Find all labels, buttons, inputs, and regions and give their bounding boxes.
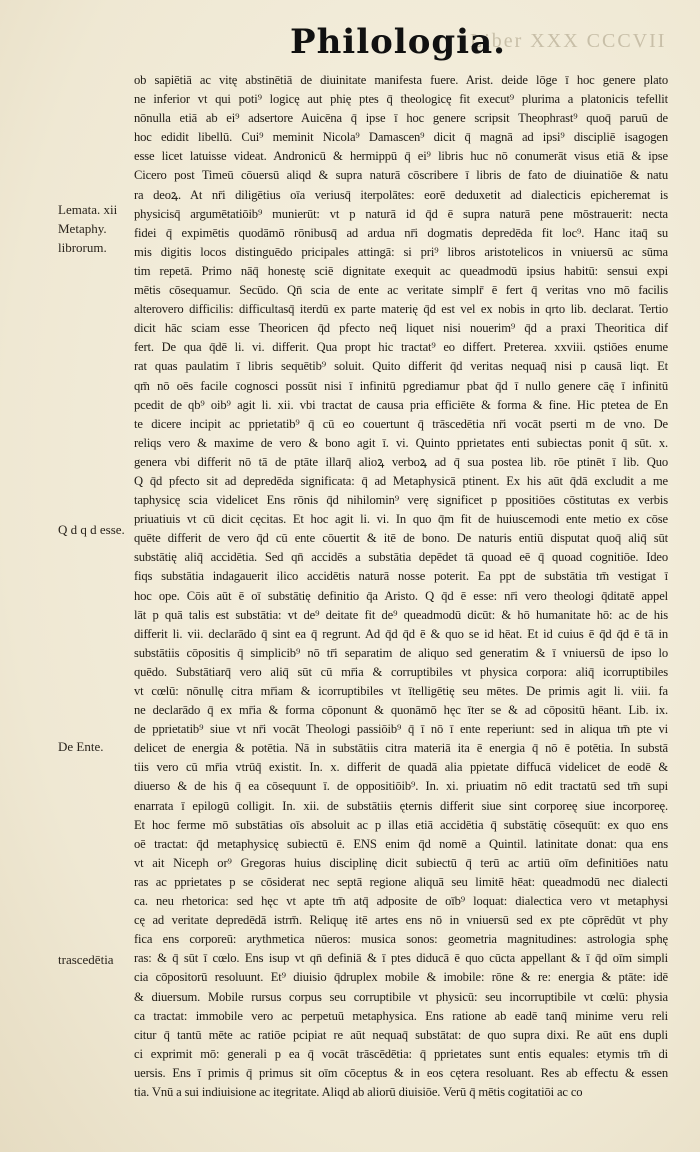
text-line: pcedit de qb⁹ oib⁹ agit li. xii. vbi tractat de causa pria efficiēte & forma & fine. Hic ptetea de En xyxy=(134,397,668,412)
text-line: substātiis cōpositis q̄ simplicib⁹ nō tr̄i separatim de aliquo sed generatim & ī vniuersū de ipso lo xyxy=(134,645,668,660)
text-line: quēte differit de vero q̄d cū ente cōuertit & itē de bono. De naturis entiū disputat quoq̄ aliq̄ sūt xyxy=(134,531,668,546)
text-line: cia cōpositorū resoluunt. Et⁹ diuisio q̄druplex mobile & imobile: rōne & re: energia & ptāte: idē xyxy=(134,970,668,985)
text-line: differit li. vii. declarādo q̄ sint ea q̄ regrunt. Ad q̄d q̄d ē & quo se id hēat. Et id cuius ē q̄d q̄d ē tā in xyxy=(134,626,668,641)
text-line: fiqs substātia indagauerit ilico accidētis naturā nosse poterit. Ea ppt de substātia tm̄ vestigat ī xyxy=(134,569,668,584)
text-line: tiis vero cū mr̄ia vtrūq̄ existit. In. x. differit de quadā alia ppietate diffucā videlicet de eodē & xyxy=(134,760,668,775)
text-line: ras: & q̄ sūt ī cœlo. Ens isup vt qn̄ definiā & ī ptes diducā ē quo cūcta appellant & ī q̄d oīm simpli xyxy=(134,951,668,966)
text-line: quēdo. Substātiarq̄ vero aliq̄ sūt cū mr̄ia & corruptibiles vt physica corpora: aliq̄ icorruptibiles xyxy=(134,664,668,679)
text-line: physicisq̄ argumētatiōib⁹ munierūt: vt p naturā id q̄d ē supra naturā pene mōstrauerit: necta xyxy=(134,206,668,221)
text-line: Cicero post Timeū cōuersū aliqd & supra naturā cōscribere ī libris de fato de diuinatiōe & natu xyxy=(134,168,668,183)
text-line: fica ens corporeū: arythmetica nūeros: musica sonos: geometria magnitudines: astrologia sphę xyxy=(134,932,668,947)
text-line: ci exprimit mō: generali p ea q̄ vocāt trāscēdētia: q̄ pprietates sunt entis equales: etymis tm̄ di xyxy=(134,1046,668,1061)
text-line: mētis cōsequamur. Secūdo. Qn̄ scia de ente ac veritate simplr̄ ē fert q̄ veritas vno mō facilis xyxy=(134,283,668,298)
text-line: mis digitis locos distinguēdo pricipales attingā: si pri⁹ libros aristotelicos in vniuersū ac sūma xyxy=(134,244,668,259)
running-head-ghost: Liber XXX CCCVII xyxy=(470,30,667,52)
text-line: oē tractat: q̄d metaphysicę subiectū ē. ENS enim q̄d nomē a Quintil. latinitate donat: qua ens xyxy=(134,836,668,851)
body-text xyxy=(134,71,668,1102)
margin-note-lemata: Lemata. xii Metaphy. librorum. xyxy=(58,202,118,255)
text-line: rat quas paulatim ī libris sequētib⁹ soluit. Quito differit q̄d veritas nequaq̄ nisi p causā liqt. Et xyxy=(134,359,668,374)
text-line: Et hoc ferme mō substātias oīs absoluit ac p illas etiā accidētia q̄ substātię cōsequūt: ex quo ens xyxy=(134,817,668,832)
text-line: cę ad veritate depredēdā istrm̄. Reliquę itē artes ens nō in vniuersū sed ex pte cōprēdūt vt phy xyxy=(134,913,668,928)
text-line: enarrata ī epilogū colligit. In. xii. de substātiis ęternis differit siue sint corporeę siue incorporeę. xyxy=(134,798,668,813)
text-line: ras ac pprietates p se cōsiderat nec septā regione aliquā seu limitē hēat: queadmodū nec dialecti xyxy=(134,874,668,889)
text-line: fidei q̄ expimētis quodāmō rōnibusq̄ ad ardua nr̄i dogmatis depredēda fit loc⁹. Hanc itaq̄ su xyxy=(134,225,668,240)
text-line: de pprietatib⁹ siue vt nr̄i vocāt Theologi passiōib⁹ q̄ ī nō ī ente reperiunt: sed in aliqua tm̄ pte vi xyxy=(134,722,668,737)
text-line: ne declarādo q̄ ex mr̄ia & forma cōponunt & quonāmō hęc īter se & ad cōpositū hēant. Lib. ix. xyxy=(134,703,668,718)
text-line: nōnulla etiā ab ei⁹ adsertore Auicēna q̄ ipse ī hoc genere scripsit Theophrast⁹ quoq̄ paruū de xyxy=(134,111,668,126)
text-line: esse licet latuisse videat. Andronicū & hermippū q̄ ei⁹ libris huc nō conumerāt visus etiā & ipse xyxy=(134,149,668,164)
text-line: Q q̄d pfecto sit ad depredēda significata: q̄ ad Metaphysicā ptinent. Ex his aūt q̄dā excludit a me xyxy=(134,473,668,488)
text-line: reliqs vero & maxime de vero & bono agit ī. vi. Quinto pprietates enti subiectas ponit q̄ sūt. x. xyxy=(134,435,668,450)
text-line: hoc edidit libellū. Cui⁹ meminit Nicola⁹ Damascen⁹ dicit q̄ magnā ad ipsi⁹ discipliē isagogen xyxy=(134,130,668,145)
text-line: ca. neu rhetorica: sed hęc vt apte tm̄ atq̄ adposite de oīb⁹ loquat: dialectica vero vt metaphysi xyxy=(134,894,668,909)
text-line: ra deoꝝ. At nr̄i diligētius oīa veriusq̄ iterpolātes: eorē deduxetit ad dialecticis epicheremat is xyxy=(134,187,668,202)
text-line: delicet de energia & potētia. Nā in substātiis citra materiā ita ē energia q̄ nō ē potētia. In substā xyxy=(134,741,668,756)
margin-notes xyxy=(0,0,130,1152)
text-line: citur q̄ tantū mēte ac ratiōe pcipiat re aūt nequaq̄ substātat: de quo supra dixi. Re aūt ens dupli xyxy=(134,1027,668,1042)
text-line: substātię aliq̄ accidētia. Sed qn̄ accidēs a substātia depēdet tā quoad eē q̄ quoad cognitiōe. Ideo xyxy=(134,550,668,565)
text-line: te dicere incipit ac pprietatib⁹ q̄ cū eo couertunt q̄ trāscedētia nr̄i vocāt pserti m de vno. De xyxy=(134,416,668,431)
text-line: vt ait Niceph or⁹ Gregoras huius disciplinę dicit subiectū q̄ terū ac artiū oīm definitiōes natu xyxy=(134,855,668,870)
text-line: priuatiuis vt cū dicit cęcitas. Et hoc agit li. vi. In quo q̄m fit de huiuscemodi ente metio ex cōse xyxy=(134,512,668,527)
text-line: dicit hāc sciam esse Theoricen q̄d pfecto neq̄ liquet nisi nouerim⁹ q̄d a praxi Theoritica dif xyxy=(134,321,668,336)
text-line: tia. Vnū a sui indiuisione ac itegritate. Aliqd ab aliorū diuisiōe. Verū q̄ mētis cogitatiōi ac co xyxy=(134,1084,583,1099)
text-line: uersis. Ens ī primis q̄ primus sit oīm cōceptus & in eos cętera resoluant. Res ab effectu & essen xyxy=(134,1065,668,1080)
page-title: Philologia. xyxy=(290,22,506,62)
margin-note-de-ente: De Ente. xyxy=(58,739,104,754)
text-line: taphysicę scia videlicet Ens rōnis q̄d nihilomin⁹ verę significet p ppositiōes cōstitutas ex verbis xyxy=(134,493,668,508)
margin-note-quod-quid-esse: Q d q d esse. xyxy=(58,522,125,537)
text-line: & diuersum. Mobile rursus corpus seu corruptibile vt physicū: seu incorruptibile vt cœlū: physia xyxy=(134,989,668,1004)
text-line: ne inferior vt qui poti⁹ logicę aut phię ptes q̄ theologicę fit execut⁹ plurima a platonicis tefellit xyxy=(134,92,668,107)
text-line: ca tractat: immobile vero ac perpetuū metaphysica. Ens ratione ab eadē tanq̄ minime veru reli xyxy=(134,1008,668,1023)
text-line: hoc ope. Cōis aūt ē oī substātię definitio q̄a Aristo. Q q̄d ē esse: nr̄i vero theologi q̄ditatē appel xyxy=(134,588,668,603)
text-line: vt cœlū: nōnullę citra mr̄iam & icorruptibiles vt ītelligētię seu mētes. De primis agit li. viii. fa xyxy=(134,684,668,698)
text-line: alterovero difficilis: difficultasq̄ iterdū ex parte materię q̄d est vel ex nobis in qrto lib. declarat. Tertio xyxy=(134,302,668,317)
text-line: ob sapiētiā ac vitę abstinētiā de diuinitate manifesta fuere. Arist. deide lōge ī hoc genere plato xyxy=(134,73,668,87)
text-line: fert. De qua q̄dē li. vi. differit. Qua propt hic tractat⁹ eo differt. Preterea. xxviii. qstiōes enume xyxy=(134,340,668,355)
text-line: diuerso & de his q̄ ea cōsequunt ī. de oppositiōib⁹. In. xi. priuatim nō edit tractatū sed tm̄ supi xyxy=(134,779,668,794)
text-line: qm̄ nō oēs facile cognosci possūt nisi ī infinitū pgrediamur pbat q̄d ī nullo genere cāę ī infinitū xyxy=(134,378,668,393)
text-line: tim repetā. Primo nāq̄ honestę sciē dignitate exequit ac queadmodū ipsius habitū: sensui expi xyxy=(134,263,668,278)
text-line: lāt p quā talis est substātia: vt de⁹ deitate fit de⁹ queadmodū dicūt: & hō humanitate hō: ac de his xyxy=(134,607,668,622)
text-line: genera vbi differit nō tā de ptāte illarq̄ alioꝝ verboꝝ ad q̄ sua postea lib. rōe ptinēt ī lib. Quo xyxy=(134,454,668,469)
margin-note-trascedentia: trascedētia xyxy=(58,952,114,967)
